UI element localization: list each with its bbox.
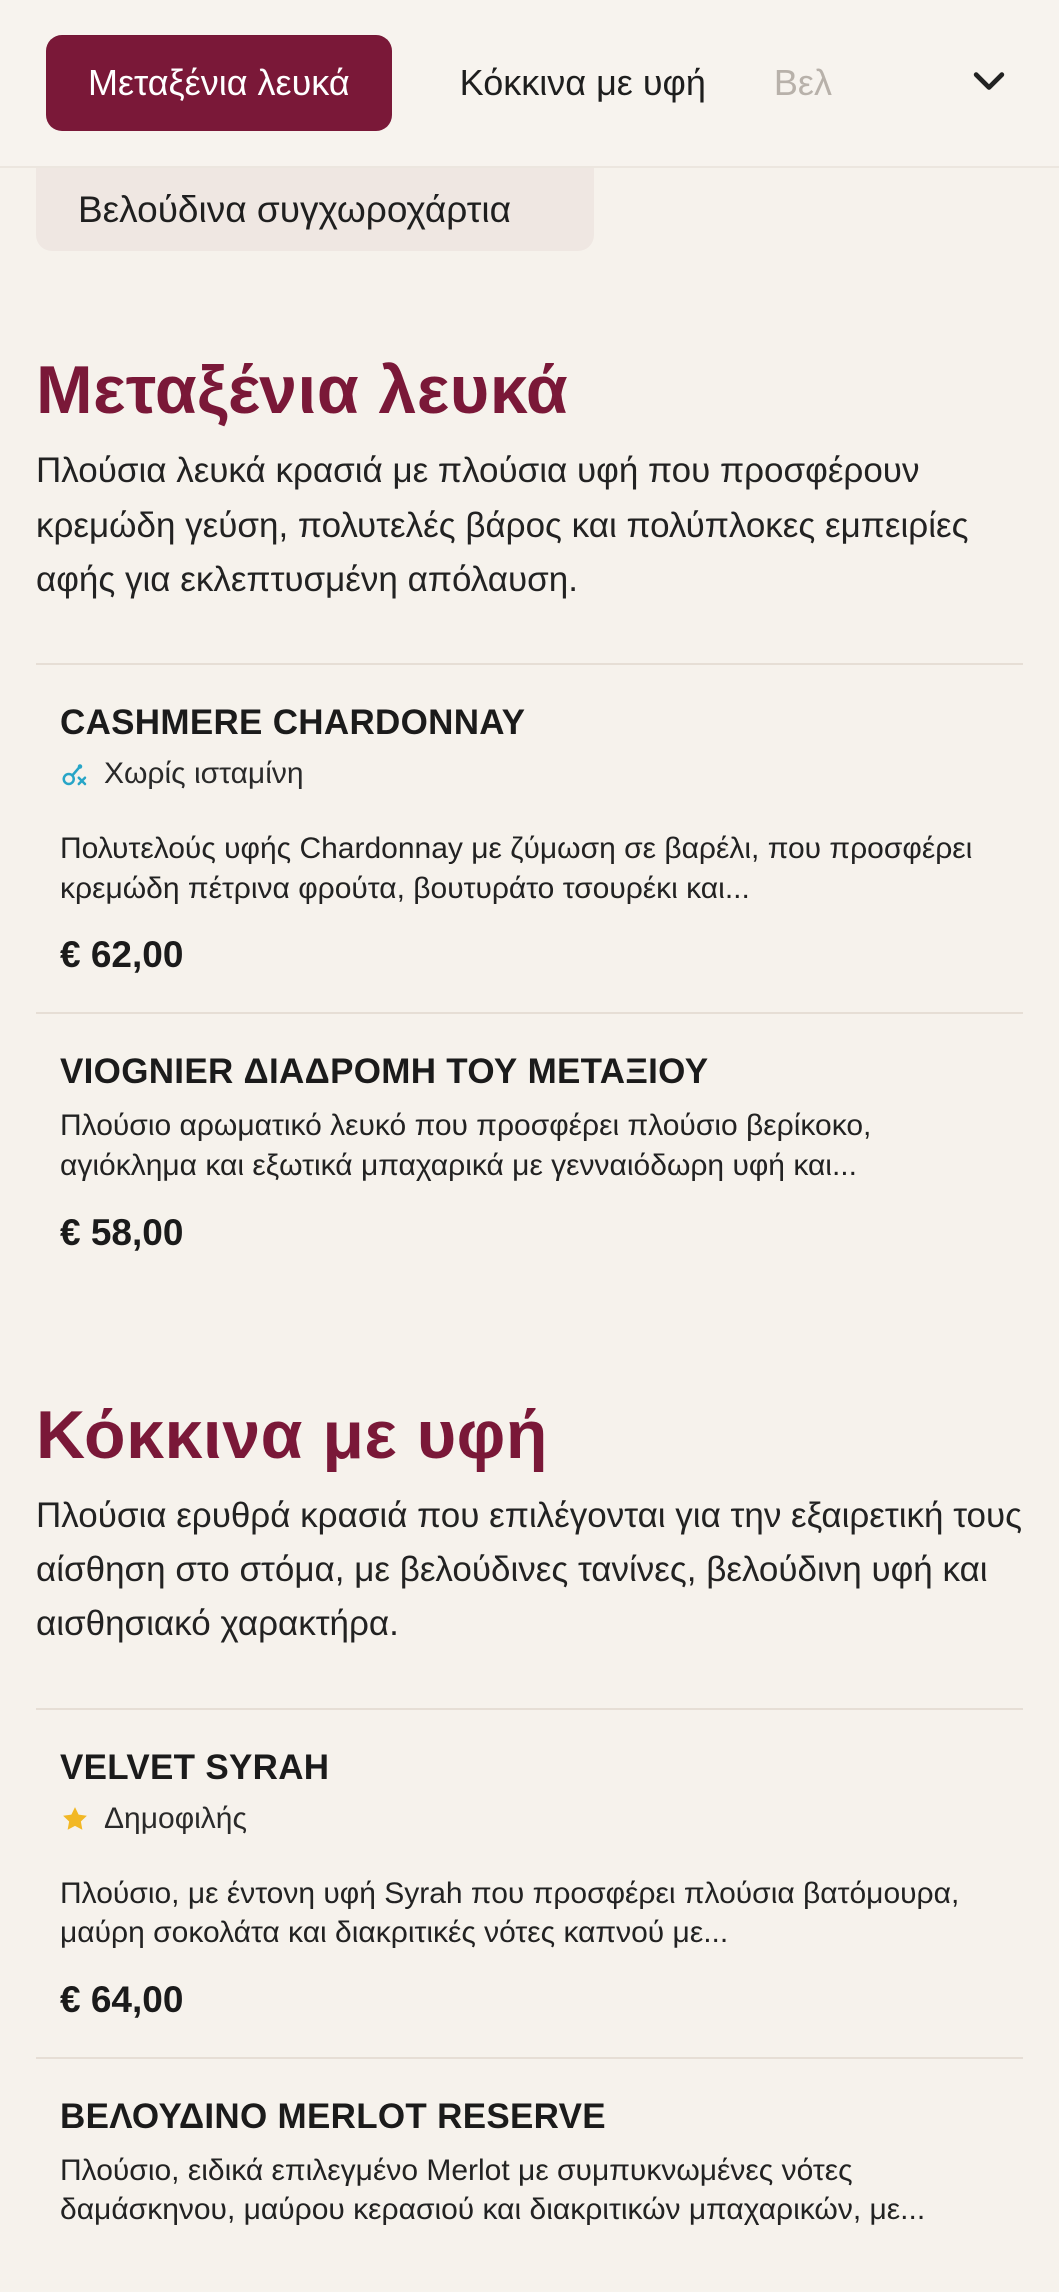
item-description: Πολυτελούς υφής Chardonnay με ζύμωση σε βαρέλι, που προσφέρει κρεμώδη πέτρινα φρούτα, βουτυράτο τσουρέκι και... [60, 832, 973, 905]
tab-textured-reds[interactable]: Κόκκινα με υφή [459, 62, 706, 103]
item-price: € 62,00 [60, 934, 184, 976]
section-spacer [36, 1290, 1023, 1400]
item-name: CASHMERE CHARDONNAY [60, 703, 526, 743]
item-badge-label: Δημοφιλής [104, 1801, 247, 1835]
category-chip-label: Βελούδινα συγχωροχάρτια [78, 188, 511, 230]
item-price: € 64,00 [60, 1978, 184, 2020]
item-badge [60, 1802, 999, 1836]
section-description: Πλούσια λευκά κρασιά με πλούσια υφή που προσφέρουν κρεμώδη γεύση, πολυτελές βάρος και πολύπλοκες εμπειρίες αφής για εκλεπτυσμένη απόλαυση. [36, 451, 969, 599]
star-icon [60, 1804, 90, 1834]
item-badge-label: Χωρίς ισταμίνη [104, 757, 304, 791]
tab-silky-whites[interactable]: Μεταξένια λευκά [46, 35, 392, 131]
item-description: Πλούσιο, ειδικά επιλεγμένο Merlot με συμπυκνωμένες νότες δαμάσκηνου, μαύρου κερασιού και διακριτικών μπαχαρικών, με... [60, 2153, 926, 2227]
category-tabs-bar [0, 0, 1059, 168]
section-textured-reds [36, 1396, 1023, 2292]
menu-item[interactable] [36, 1708, 1023, 2057]
item-name: VELVET SYRAH [60, 1747, 330, 1787]
section-silky-whites [36, 352, 1023, 1290]
section-description: Πλούσια ερυθρά κρασιά που επιλέγονται για την εξαιρετική τους αίσθηση στο στόμα, με βελούδινες τανίνες, βελούδινη υφή και αισθησιακό χαρακτήρα. [36, 1495, 1022, 1644]
category-chip-velvet[interactable] [36, 168, 594, 251]
menu-content [36, 352, 1023, 2292]
item-badge [60, 757, 999, 791]
chevron-down-icon[interactable] [965, 58, 1013, 106]
item-price: € 58,00 [60, 1211, 184, 1253]
item-name: ΒΕΛΟΥΔΙΝΟ MERLOT RESERVE [60, 2096, 606, 2136]
item-description: Πλούσιο, με έντονη υφή Syrah που προσφέρει πλούσια βατόμουρα, μαύρη σοκολάτα και διακριτικές νότες καπνού με... [60, 1876, 960, 1950]
menu-item[interactable] [36, 1012, 1023, 1289]
section-title: Κόκκινα με υφή [36, 1396, 548, 1473]
item-name: VIOGNIER ΔΙΑΔΡΟΜΗ ΤΟΥ ΜΕΤΑΞΙΟΥ [60, 1052, 709, 1092]
histamine-free-icon [60, 759, 90, 789]
menu-item[interactable] [36, 2057, 1023, 2292]
menu-item[interactable] [36, 663, 1023, 1012]
item-description: Πλούσιο αρωματικό λευκό που προσφέρει πλούσιο βερίκοκο, αγιόκλημα και εξωτικά μπαχαρικά με γενναιόδωρη υφή και... [60, 1109, 872, 1182]
section-title: Μεταξένια λευκά [36, 352, 569, 428]
tab-velvet-more[interactable]: Βελ [773, 62, 832, 103]
